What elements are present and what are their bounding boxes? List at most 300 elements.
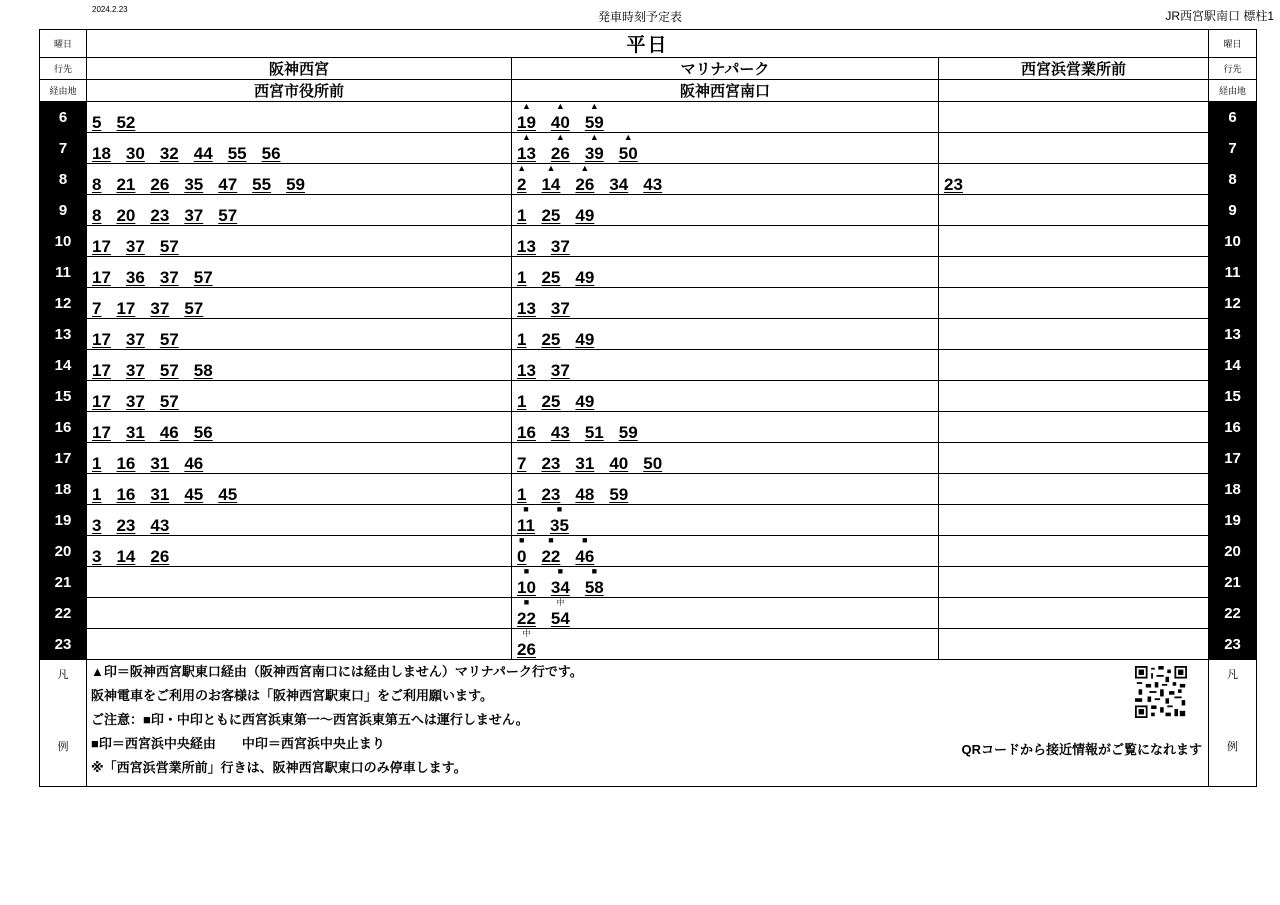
minute-value: 14 [116,547,136,566]
square-mark-icon: ■ [523,597,530,607]
minute-value: 34 [609,175,629,194]
minute-value: 26 [550,144,570,163]
departure-minute [517,206,526,225]
hour-label-left: 22 [40,598,87,629]
minute-value: 25 [541,330,561,349]
minute-value: 13 [517,361,536,380]
minute-value: 0 [517,547,527,566]
via-empty [939,80,1209,102]
departure-minute [116,485,135,504]
minute-value: 54 [550,609,570,628]
legend-row [40,660,1257,787]
departure-minute [541,485,560,504]
legend-line: ※「西宮浜営業所前」行きは、阪神西宮駅東口のみ停車します。 [91,760,467,775]
minute-value: 46 [159,423,179,442]
minute-value: 17 [116,299,136,318]
minute-value: 18 [92,144,111,163]
departure-cell [939,319,1209,350]
hour-label-right: 19 [1209,505,1257,536]
departure-minute [550,566,570,597]
minute-value: 37 [125,237,145,256]
departure-minute [92,237,111,256]
departure-minute [160,361,179,380]
minute-list [939,175,1208,194]
departure-minute [92,206,101,225]
hour-row [40,226,1257,257]
departure-minute [944,175,963,194]
departure-cell [87,133,512,164]
departure-minute [218,175,237,194]
hour-label-left: 21 [40,567,87,598]
square-mark-icon: ■ [591,566,598,576]
minute-value: 23 [150,206,170,225]
hour-row [40,629,1257,660]
legend-label-bottom: 例 [57,741,69,753]
legend-label-right [1209,660,1257,787]
departure-cell [939,257,1209,288]
departure-minute [575,454,594,473]
hour-label-left: 7 [40,133,87,164]
departure-minute [150,206,169,225]
minute-value: 17 [92,392,111,411]
minute-value: 43 [643,175,663,194]
minute-value: 17 [92,423,111,442]
hour-label-right: 6 [1209,102,1257,133]
departure-minute [575,535,595,566]
departure-cell [939,412,1209,443]
triangle-mark-icon: ▲ [517,163,527,173]
minute-value: 58 [193,361,213,380]
minute-value: 52 [116,113,136,132]
departure-minute [126,361,145,380]
via-row [40,80,1257,102]
hour-row [40,164,1257,195]
legend-line: ご注意：■印・中印ともに西宮浜東第一～西宮浜東第五へは運行しません。 [91,712,529,727]
minute-value: 30 [125,144,145,163]
minute-value: 16 [116,454,136,473]
minute-value: 22 [517,609,536,628]
square-mark-icon: ■ [557,566,564,576]
minute-value: 1 [92,485,102,504]
departure-cell [87,164,512,195]
minute-value: 57 [159,361,179,380]
destination-hanshin-nishinomiya: 阪神西宮 [87,58,512,80]
hour-row [40,133,1257,164]
minute-value: 1 [517,268,527,287]
departure-minute [194,361,213,380]
hour-row [40,598,1257,629]
triangle-mark-icon: ▲ [546,163,556,173]
minute-value: 16 [116,485,136,504]
triangle-mark-icon: ▲ [555,101,565,111]
minute-value: 59 [286,175,305,194]
via-label-right: 経由地 [1209,80,1257,102]
minute-value: 31 [125,423,145,442]
hour-row [40,350,1257,381]
hour-label-left: 11 [40,257,87,288]
hour-label-left: 20 [40,536,87,567]
departure-minute [92,268,111,287]
minute-value: 26 [150,547,170,566]
departure-cell [87,350,512,381]
departure-minute [551,299,570,318]
hour-label-right: 13 [1209,319,1257,350]
departure-minute [609,485,628,504]
stop-name: JR西宮駅南口 標柱1 [1165,9,1274,23]
minute-value: 59 [618,423,638,442]
minute-value: 50 [643,454,663,473]
minute-list [512,268,938,287]
departure-minute [551,423,570,442]
departure-minute [252,175,271,194]
minute-value: 40 [609,454,629,473]
departure-minute [517,535,527,566]
minute-list [87,237,511,256]
minute-value: 2 [517,175,527,194]
departure-minute [184,206,203,225]
departure-cell [939,164,1209,195]
minute-list [512,454,938,473]
departure-cell [512,195,939,226]
minute-value: 1 [517,392,527,411]
minute-value: 26 [150,175,170,194]
departure-minute [517,268,526,287]
minute-value: 51 [584,423,604,442]
departure-minute [92,175,101,194]
hour-row [40,505,1257,536]
minute-value: 49 [575,330,595,349]
minute-value: 17 [92,237,111,256]
square-mark-icon: ■ [582,535,588,545]
departure-minute [160,392,179,411]
hour-label-left: 19 [40,505,87,536]
hour-label-left: 10 [40,226,87,257]
minute-value: 46 [184,454,204,473]
departure-minute [126,392,145,411]
minute-value: 32 [159,144,179,163]
departure-minute [541,163,561,194]
minute-value: 50 [618,144,638,163]
triangle-mark-icon: ▲ [555,132,565,142]
minute-value: 23 [944,175,963,194]
minute-value: 35 [184,175,204,194]
legend-label-bottom: 例 [1227,741,1239,753]
minute-value: 16 [517,423,536,442]
departure-cell [939,195,1209,226]
departure-cell [87,412,512,443]
departure-minute [517,330,526,349]
triangle-mark-icon: ▲ [521,101,531,111]
minute-value: 37 [184,206,204,225]
minute-value: 57 [159,392,179,411]
departure-minute [126,330,145,349]
departure-cell [939,443,1209,474]
minute-value: 46 [575,547,595,566]
departure-minute [609,454,628,473]
hour-label-left: 14 [40,350,87,381]
departure-cell [939,102,1209,133]
minute-value: 44 [193,144,213,163]
minute-value: 49 [575,268,595,287]
minute-value: 7 [517,454,527,473]
minute-value: 37 [125,330,145,349]
departure-minute [584,566,604,597]
departure-minute [609,175,628,194]
departure-minute [92,547,101,566]
minute-value: 13 [517,144,536,163]
minute-value: 3 [92,516,102,535]
hour-label-left: 9 [40,195,87,226]
minute-value: 23 [116,516,136,535]
hour-label-left: 15 [40,381,87,412]
hour-label-right: 22 [1209,598,1257,629]
departure-cell [512,474,939,505]
minute-value: 59 [609,485,629,504]
youbi-label-left: 曜日 [40,30,87,58]
departure-minute [160,268,179,287]
departure-minute [575,206,594,225]
hour-label-right: 23 [1209,629,1257,660]
hour-label-right: 11 [1209,257,1257,288]
departure-minute [517,485,526,504]
minute-list [512,101,938,132]
minute-value: 19 [517,113,536,132]
minute-value: 37 [125,392,145,411]
minute-value: 45 [218,485,238,504]
minute-value: 35 [549,516,569,535]
hour-row [40,381,1257,412]
minute-value: 21 [116,175,136,194]
departure-cell [87,319,512,350]
minute-value: 37 [550,299,570,318]
departure-minute [126,144,145,163]
departure-cell [87,536,512,567]
minute-value: 7 [92,299,102,318]
hour-row [40,567,1257,598]
minute-value: 31 [575,454,595,473]
minute-list [512,485,938,504]
hour-label-right: 9 [1209,195,1257,226]
departure-minute [92,113,101,132]
minute-value: 26 [517,640,536,659]
minute-list [87,485,511,504]
hour-row [40,257,1257,288]
minute-list [512,423,938,442]
departure-minute [116,299,135,318]
minute-value: 17 [92,268,111,287]
destination-nishinomiyahama: 西宮浜営業所前 [939,58,1209,80]
hour-label-right: 8 [1209,164,1257,195]
departure-minute [92,485,101,504]
via-shiyakusho: 西宮市役所前 [87,80,512,102]
hour-row [40,195,1257,226]
departure-minute [150,299,169,318]
departure-minute [584,132,604,163]
minute-value: 57 [184,299,204,318]
departure-cell [939,474,1209,505]
departure-cell [512,257,939,288]
youbi-label-right: 曜日 [1209,30,1257,58]
departure-minute [116,113,135,132]
qr-code-icon[interactable] [1132,666,1190,718]
departure-minute [116,454,135,473]
hour-row [40,536,1257,567]
minute-list [87,423,511,442]
departure-minute [160,237,179,256]
minute-list [512,597,938,628]
triangle-mark-icon: ▲ [589,132,599,142]
destination-label-right: 行先 [1209,58,1257,80]
departure-minute [218,485,237,504]
hour-row [40,412,1257,443]
departure-cell [512,629,939,660]
minute-value: 55 [252,175,272,194]
departure-minute [160,330,179,349]
hour-label-right: 10 [1209,226,1257,257]
minute-list [87,268,511,287]
departure-minute [194,268,213,287]
square-mark-icon: ■ [556,504,563,514]
departure-minute [150,175,169,194]
departure-cell [512,381,939,412]
legend-label-top: 凡 [1227,669,1239,681]
departure-minute [517,299,536,318]
minute-list [512,299,938,318]
minute-value: 49 [575,392,595,411]
minute-value: 10 [517,578,536,597]
departure-minute [575,485,594,504]
departure-minute [184,485,203,504]
departure-minute [126,423,145,442]
minute-list [512,237,938,256]
via-hanshin-minamiguchi: 阪神西宮南口 [512,80,939,102]
departure-cell [87,381,512,412]
departure-cell [512,350,939,381]
minute-list [87,206,511,225]
departure-cell [939,133,1209,164]
departure-minute [550,598,570,628]
departure-minute [550,132,570,163]
day-type: 平日 [87,30,1209,58]
departure-cell [87,598,512,629]
departure-minute [150,485,169,504]
minute-list [512,330,938,349]
minute-value: 13 [517,237,536,256]
departure-minute [575,330,594,349]
departure-minute [517,454,526,473]
departure-cell [87,102,512,133]
departure-minute [517,237,536,256]
minute-value: 57 [159,237,179,256]
departure-cell [512,567,939,598]
hour-label-left: 16 [40,412,87,443]
hour-label-left: 12 [40,288,87,319]
minute-value: 57 [218,206,238,225]
departure-minute [160,423,179,442]
minute-value: 59 [584,113,604,132]
minute-value: 3 [92,547,102,566]
hour-row [40,102,1257,133]
departure-cell [87,226,512,257]
departure-minute [517,566,536,597]
triangle-mark-icon: ▲ [521,132,531,142]
minute-value: 26 [575,175,595,194]
minute-value: 56 [261,144,281,163]
minute-value: 40 [550,113,570,132]
hour-label-right: 7 [1209,133,1257,164]
minute-value: 47 [218,175,238,194]
minute-value: 1 [92,454,102,473]
departure-minute [126,268,145,287]
departure-minute [262,144,281,163]
legend-label-top: 凡 [57,669,69,681]
departure-minute [194,144,213,163]
departure-minute [541,206,560,225]
departure-cell [939,505,1209,536]
departure-minute [116,206,135,225]
departure-minute [160,144,179,163]
departure-minute [575,268,594,287]
minute-list [512,535,938,566]
minute-value: 37 [150,299,170,318]
departure-minute [517,629,536,659]
minute-list [87,330,511,349]
minute-value: 1 [517,330,527,349]
minute-list [87,299,511,318]
departure-minute [517,392,526,411]
minute-value: 57 [159,330,179,349]
minute-value: 20 [116,206,136,225]
naka-mark: 中 [522,629,531,638]
departure-minute [618,132,638,163]
destination-marina-park: マリナパーク [512,58,939,80]
departure-cell [512,505,939,536]
departure-minute [517,597,536,628]
via-label-left: 経由地 [40,80,87,102]
departure-minute [194,423,213,442]
departure-minute [92,330,111,349]
hour-label-right: 14 [1209,350,1257,381]
departure-cell [512,133,939,164]
hour-label-right: 16 [1209,412,1257,443]
minute-value: 56 [193,423,213,442]
minute-list [87,454,511,473]
day-type-row [40,30,1257,58]
minute-list [87,547,511,566]
minute-value: 57 [193,268,213,287]
departure-minute [517,101,536,132]
minute-value: 31 [150,454,170,473]
minute-list [512,504,938,535]
qr-note: QRコードから接近情報がご覧になれます [961,742,1203,757]
departure-minute [92,454,101,473]
departure-cell [87,629,512,660]
minute-value: 1 [517,485,527,504]
destination-row [40,58,1257,80]
departure-minute [541,535,561,566]
legend-line: ■印＝西宮浜中央経由 中印＝西宮浜中央止まり [91,736,385,751]
hour-label-left: 17 [40,443,87,474]
departure-minute [150,547,169,566]
departure-minute [286,175,305,194]
minute-value: 55 [227,144,247,163]
minute-value: 13 [517,299,536,318]
departure-minute [92,299,101,318]
departure-minute [184,175,203,194]
triangle-mark-icon: ▲ [623,132,633,142]
departure-minute [541,268,560,287]
departure-minute [549,504,569,535]
